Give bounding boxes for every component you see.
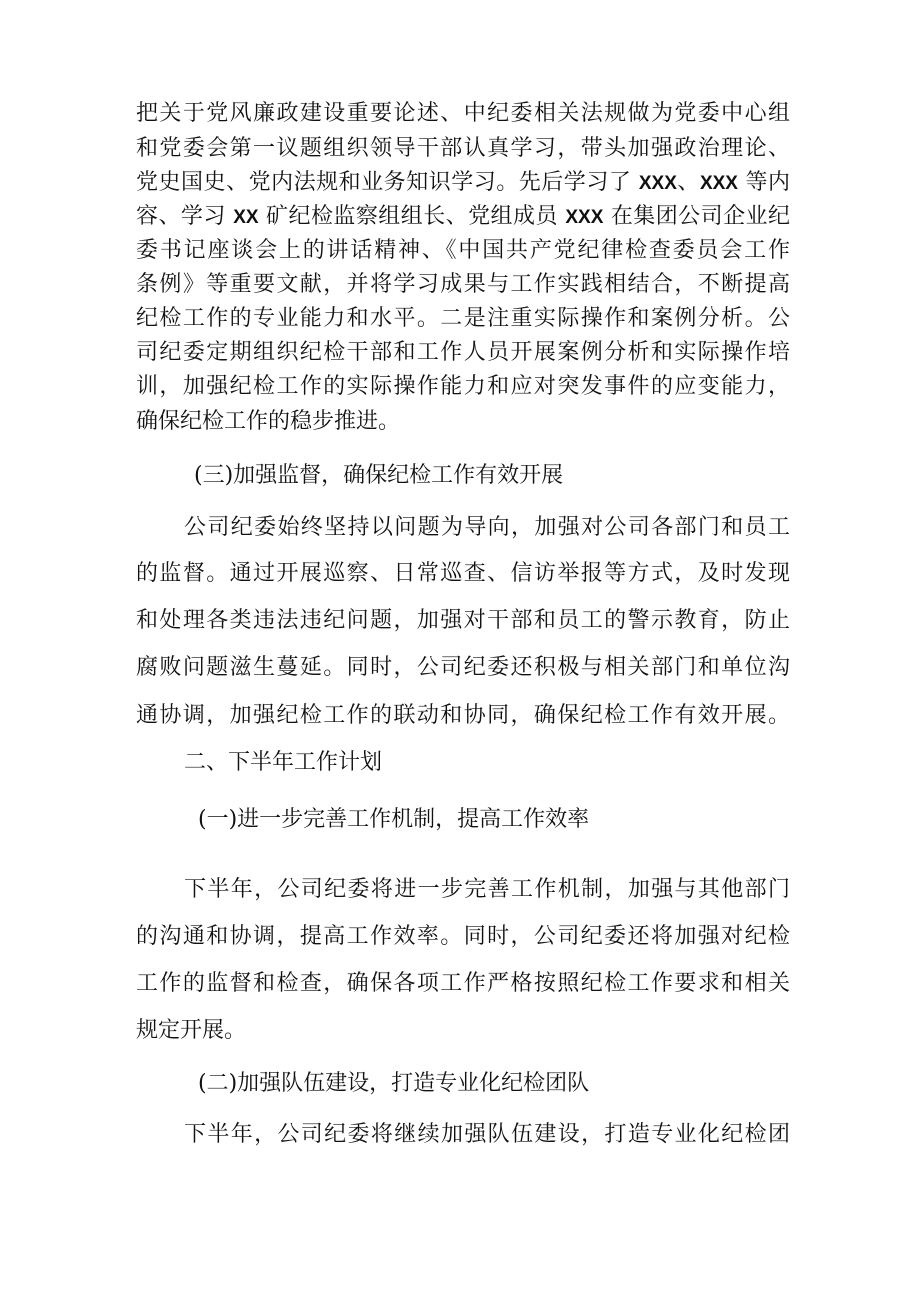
text-line: 规定开展。 <box>136 1018 247 1043</box>
text-line: 纪检工作的专业能力和水平。二是注重实际操作和案例分析。公 <box>136 306 790 331</box>
text-line: 确保纪检工作的稳步推进。 <box>136 409 401 434</box>
text-line: 委书记座谈会上的讲话精神、《中国共产党纪律检查委员会工作 <box>136 238 790 263</box>
section-heading-supervision: (三)加强监督，确保纪检工作有效开展 <box>194 463 564 488</box>
subsection-heading-team: (二)加强队伍建设，打造专业化纪检团队 <box>198 1071 590 1096</box>
text-line: 通协调，加强纪检工作的联动和协同，确保纪检工作有效开展。 <box>136 703 790 728</box>
text-line: 公司纪委始终坚持以问题为导向，加强对公司各部门和员工 <box>184 515 790 540</box>
text-line: 党史国史、党内法规和业务知识学习。先后学习了 XXX、XXX 等内 <box>136 170 790 195</box>
text-line: 容、学习 XX 矿纪检监察组组长、党组成员 XXX 在集团公司企业纪 <box>136 204 790 229</box>
text-line: 司纪委定期组织纪检干部和工作人员开展案例分析和实际操作培 <box>136 340 790 365</box>
text-line: 下半年，公司纪委将继续加强队伍建设，打造专业化纪检团 <box>184 1122 790 1147</box>
text-line: 腐败问题滋生蔓延。同时，公司纪委还积极与相关部门和单位沟 <box>136 655 790 680</box>
text-line: 和处理各类违法违纪问题，加强对干部和员工的警示教育，防止 <box>136 608 790 633</box>
text-line: 把关于党风廉政建设重要论述、中纪委相关法规做为党委中心组 <box>136 101 790 126</box>
section-heading-plan: 二、下半年工作计划 <box>184 750 383 775</box>
text-line: 的监督。通过开展巡察、日常巡查、信访举报等方式，及时发现 <box>136 561 790 586</box>
text-line: 和党委会第一议题组织领导干部认真学习，带头加强政治理论、 <box>136 136 790 161</box>
text-line: 下半年，公司纪委将进一步完善工作机制，加强与其他部门 <box>184 877 790 902</box>
text-line: 工作的监督和检查，确保各项工作严格按照纪检工作要求和相关 <box>136 971 790 996</box>
text-line: 条例》等重要文献，并将学习成果与工作实践相结合，不断提高 <box>136 272 790 297</box>
text-line: 的沟通和协调，提高工作效率。同时，公司纪委还将加强对纪检 <box>136 924 790 949</box>
text-line: 训，加强纪检工作的实际操作能力和应对突发事件的应变能力， <box>136 374 790 399</box>
subsection-heading-mechanism: (一)进一步完善工作机制，提高工作效率 <box>198 807 590 832</box>
